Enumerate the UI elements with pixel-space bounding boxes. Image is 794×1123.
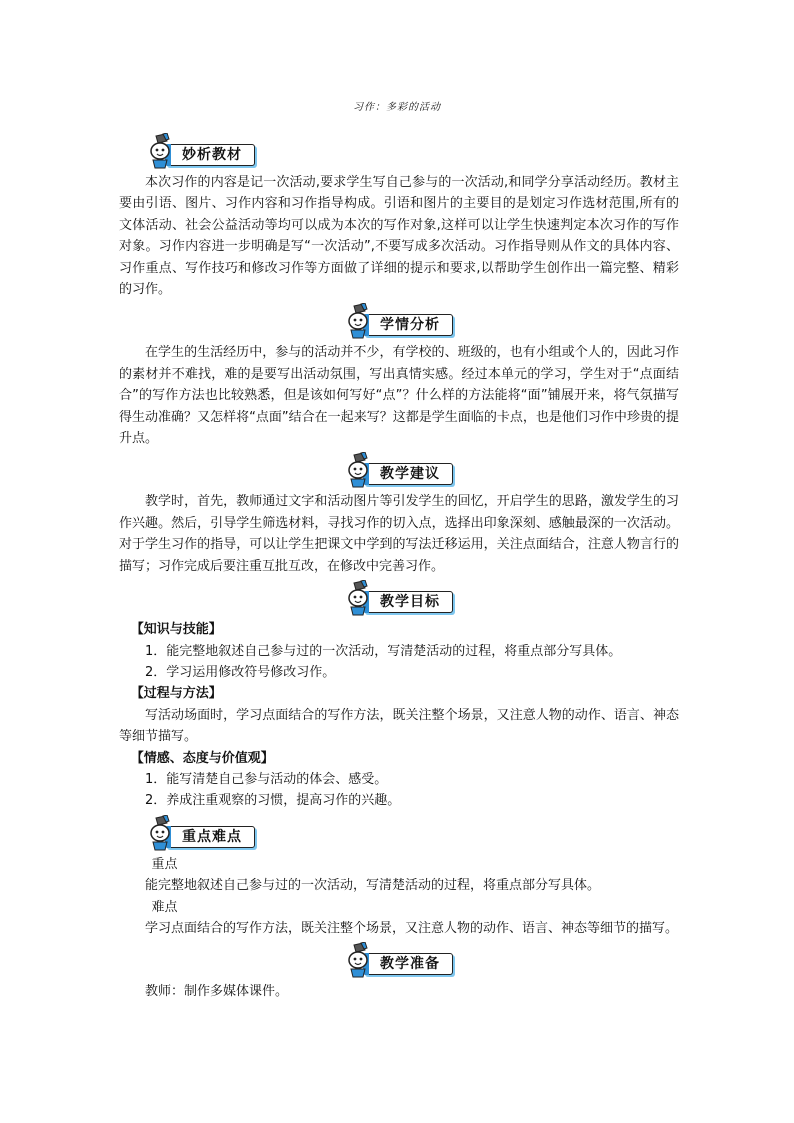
heading-badge [345, 303, 453, 339]
emotion-item: 2．养成注重观察的习惯，提高习作的兴趣。 [145, 793, 401, 809]
section-heading-suggestion [119, 451, 679, 489]
section-heading-label: 教学目标 [363, 591, 453, 613]
pencil-mascot-icon [345, 303, 373, 339]
pencil-mascot-icon [147, 133, 175, 169]
section-heading-keypoints [119, 814, 679, 852]
knowledge-item: 2．学习运用修改符号修改习作。 [145, 664, 336, 680]
section-heading-label: 妙析教材 [165, 144, 255, 166]
knowledge-label: 【知识与技能】 [130, 622, 222, 638]
emotion-label: 【情感、态度与价值观】 [130, 750, 274, 766]
document-content [119, 130, 679, 1003]
learner-paragraph: 在学生的生活经历中，参与的活动并不少，有学校的、班级的，也有小组或个人的，因此习作的素材并不难找，难的是要写出活动氛围，写出真情实感。经过本单元的学习，学生对于“点面结合”的写作方法也比较熟悉，但是该如何写好“点”？什么样的方法能将“面”铺展开来，将气氛描写得生动准确？又怎样将“点面”结合在一起来写？这都是学生面临的卡点，也是他们习作中珍贵的提升点。 [119, 345, 679, 447]
section-heading-goals [119, 579, 679, 617]
pencil-mascot-icon [345, 942, 373, 978]
key-label: 重点 [151, 856, 178, 872]
key-text: 能完整地叙述自己参与过的一次活动，写清楚活动的过程，将重点部分写具体。 [145, 878, 601, 894]
pencil-mascot-icon [345, 580, 373, 616]
knowledge-item: 1．能完整地叙述自己参与过的一次活动，写清楚活动的过程，将重点部分写具体。 [145, 643, 622, 659]
emotion-item: 1．能写清楚自己参与活动的体会、感受。 [145, 771, 388, 787]
page-title: 习作：多彩的活动 [353, 102, 441, 113]
process-label: 【过程与方法】 [130, 686, 222, 702]
analysis-paragraph: 本次习作的内容是记一次活动,要求学生写自己参与的一次活动,和同学分享活动经历。教材主要由引语、图片、习作内容和习作指导构成。引语和图片的主要目的是划定习作选材范围,所有的文体活动、社会公益活动等均可以成为本次的写作对象,这样可以让学生快速判定本次习作的写作对象。习作内容进一步明确是写“一次活动”,不要写成多次活动。习作指导则从作文的具体内容、习作重点、写作技巧和修改习作等方面做了详细的提示和要求,以帮助学生创作出一篇完整、精彩的习作。 [119, 175, 679, 298]
heading-badge [345, 452, 453, 488]
heading-badge [345, 580, 453, 616]
heading-badge [345, 942, 453, 978]
process-text: 写活动场面时，学习点面结合的写作方法，既关注整个场景，又注意人物的动作、语言、神态等细节描写。 [119, 707, 679, 745]
difficult-label: 难点 [151, 899, 178, 915]
pencil-mascot-icon [147, 815, 175, 851]
section-heading-analysis [119, 132, 679, 170]
pencil-mascot-icon [345, 452, 373, 488]
section-heading-label: 学情分析 [363, 314, 453, 336]
section-heading-label: 重点难点 [165, 826, 255, 848]
suggestion-paragraph: 教学时，首先，教师通过文字和活动图片等引发学生的回忆，开启学生的思路，激发学生的习作兴趣。然后，引导学生筛选材料，寻找习作的切入点，选择出印象深刻、感触最深的一次活动。对于学生习作的指导，可以让学生把课文中学到的写法迁移运用，关注点面结合，注意人物言行的描写；习作完成后要注重互批互改，在修改中完善习作。 [119, 494, 679, 574]
section-heading-prep [119, 941, 679, 979]
heading-badge [147, 133, 255, 169]
section-heading-label: 教学准备 [363, 953, 453, 975]
difficult-text: 学习点面结合的写作方法，既关注整个场景，又注意人物的动作、语言、神态等细节的描写。 [145, 920, 679, 936]
section-heading-label: 教学建议 [363, 463, 453, 485]
heading-badge [147, 815, 255, 851]
prep-text: 教师：制作多媒体课件。 [145, 984, 289, 1000]
section-heading-learner [119, 302, 679, 340]
